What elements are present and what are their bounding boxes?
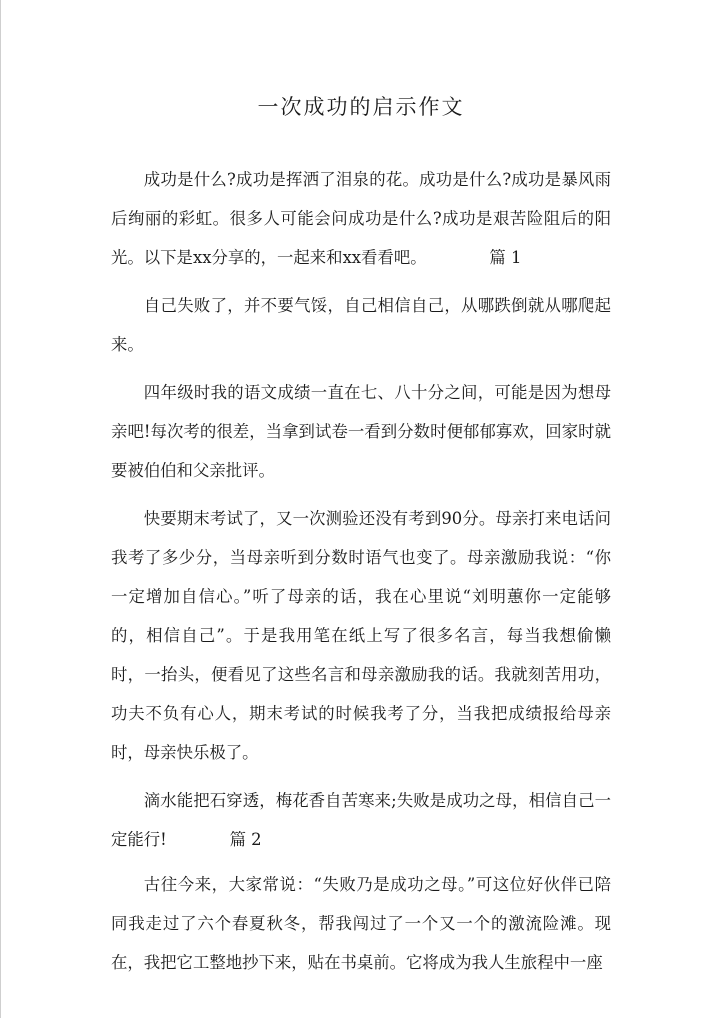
paragraph-text: 古往今来，大家常说：“失败乃是成功之母。”可这位好伙伴已陪同我走过了六个春夏秋冬，帮我闯过了一个又一个的激流险滩。现在，我把它工整地抄下来，贴在书桌前。它将成为我人生旅程中一座 — [111, 875, 611, 972]
paragraph-intro — [111, 160, 611, 277]
paragraph — [111, 781, 611, 859]
paragraph — [111, 373, 611, 490]
page-title: 一次成功的启示作文 — [257, 95, 465, 119]
paragraph — [111, 286, 611, 364]
section-tag: 篇 2 — [229, 830, 262, 849]
paragraph — [111, 499, 611, 772]
paragraph-text: 快要期末考试了，又一次测验还没有考到90分。母亲打来电话问我考了多少分，当母亲听到分数时语气也变了。母亲激励我说：“你一定增加自信心。”听了母亲的话，我在心里说“刘明蕙你一定能够的，相信自己”。于是我用笔在纸上写了很多名言，每当我想偷懒时，一抬头，便看见了这些名言和母亲激励我的话。我就刻苦用功，功夫不负有心人，期末考试的时候我考了分，当我把成绩报给母亲时，母亲快乐极了。 — [111, 509, 611, 762]
paragraph-text: 成功是什么?成功是挥洒了泪泉的花。成功是什么?成功是暴风雨后绚丽的彩虹。很多人可能会问成功是什么?成功是艰苦险阻后的阳光。以下是xx分享的，一起来和xx看看吧。 — [111, 170, 611, 267]
section-tag: 篇 1 — [489, 248, 522, 267]
article-body — [111, 160, 611, 991]
paragraph-text: 四年级时我的语文成绩一直在七、八十分之间，可能是因为想母亲吧!每次考的很差，当拿到试卷一看到分数时便郁郁寡欢，回家时就要被伯伯和父亲批评。 — [111, 383, 611, 480]
paragraph — [111, 865, 611, 982]
paragraph-text: 自己失败了，并不要气馁，自己相信自己，从哪跌倒就从哪爬起来。 — [111, 296, 611, 354]
paragraph-text: 滴水能把石穿透，梅花香自苦寒来;失败是成功之母，相信自己一定能行! — [111, 791, 611, 849]
